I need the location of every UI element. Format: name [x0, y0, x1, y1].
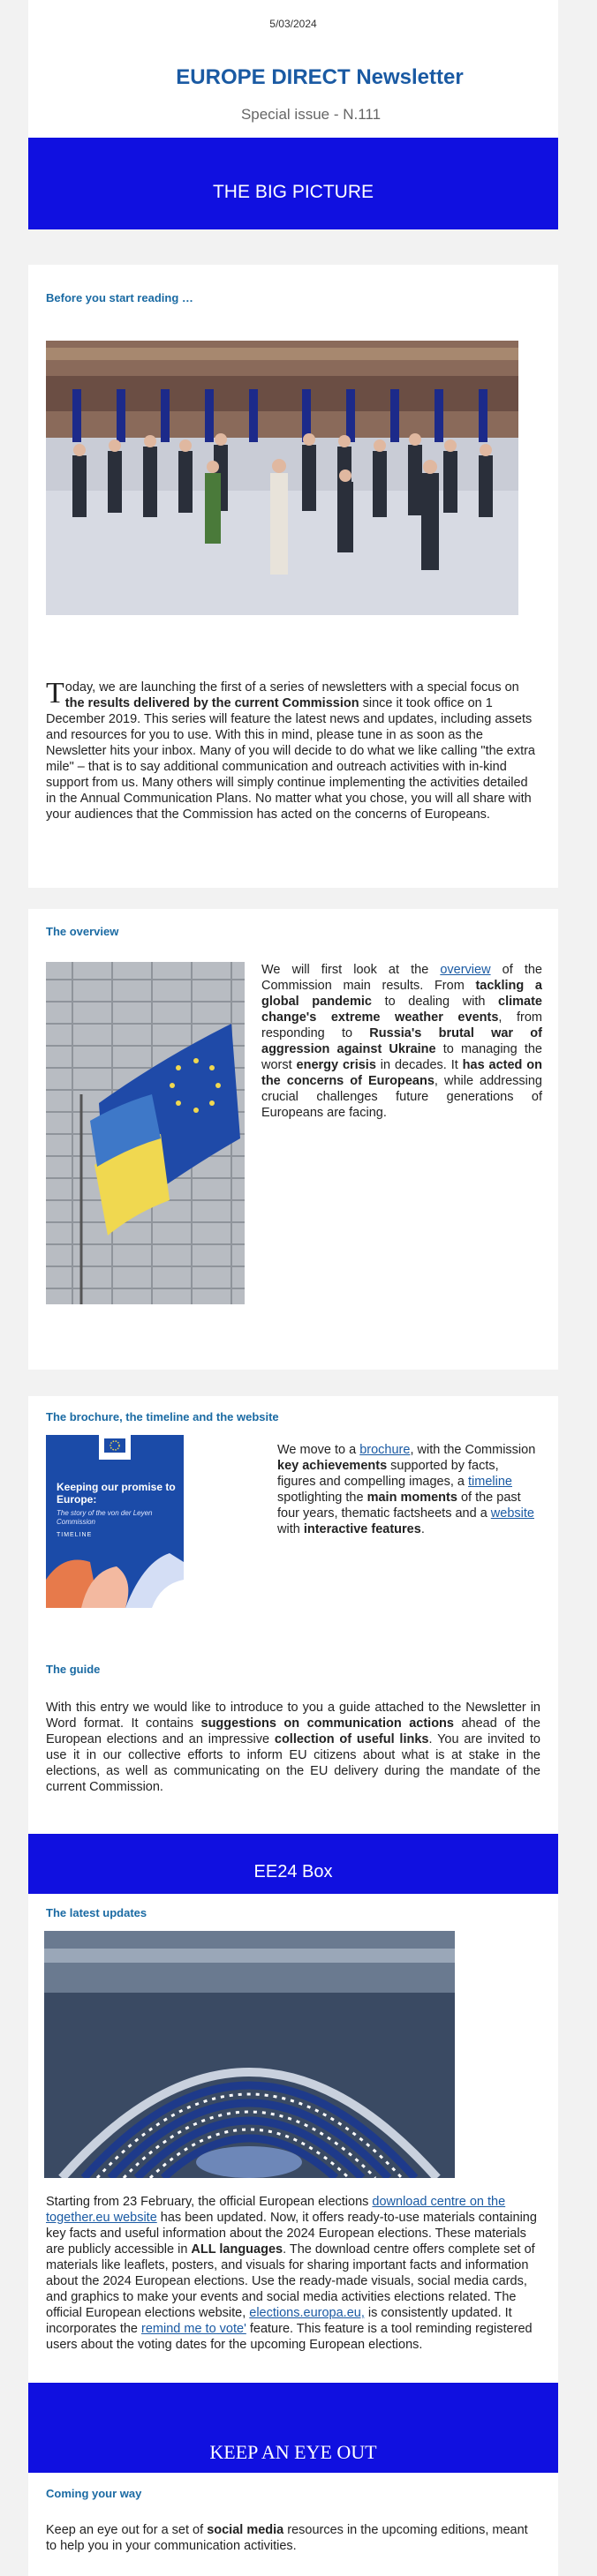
brochure-cover-art — [46, 1544, 184, 1608]
latest-updates-text: Starting from 23 February, the official European elections download centre on the together.eu website has been updated. Now, it offers ready-to-use materials containing key facts and useful information about the 2024 European elections. These materials are publicly accessible in ALL languages. The download centre offers complete set of materials like leaflets, posters, and visuals for sharing important facts and information about the 2024 European elections. Use the ready-made visuals, social media cards, and graphics to make your events and social media activities elections related. The official European elections website, elections.europa.eu, is consistently updated. It incorporates the remind me to vote' feature. This feature is a tool reminding registered users about the voting dates for the upcoming European elections. — [46, 2195, 537, 2352]
newsletter-header — [28, 0, 558, 138]
website-link[interactable]: website — [490, 1506, 534, 1521]
issue-subtitle: Special issue - N.111 — [240, 106, 382, 123]
coming-your-way-title: Coming your way — [46, 2487, 142, 2500]
overview-text: We will first look at the overview of the Commission main results. From tackling a global pandemic to dealing with climate change's extreme weather events, from responding to Russia's brutal war of aggression against Ukraine to managing the worst energy crisis in decades. It has acted on the concerns of Europeans, while addressing crucial challenges future generations of Europeans are facing. — [261, 963, 543, 1120]
overview-section-title: The overview — [46, 925, 119, 938]
latest-updates-title: The latest updates — [46, 1906, 147, 1919]
brochure-section — [28, 1396, 558, 1627]
brochure-section-title: The brochure, the timeline and the website — [46, 1410, 279, 1423]
newsletter-title: EUROPE DIRECT Newsletter — [176, 65, 464, 89]
elections-website-link[interactable]: elections.europa.eu, — [249, 2306, 365, 2320]
brochure-cover-subtitle: The story of the von der Leyen Commission — [57, 1509, 153, 1526]
commission-group-photo — [46, 341, 518, 615]
coming-your-way-text: Keep an eye out for a set of social media resources in the upcoming editions, meant to help you in your communication activities. — [46, 2523, 528, 2553]
brochure-cover[interactable] — [46, 1435, 184, 1608]
guide-text: With this entry we would like to introduce to you a guide attached to the Newsletter in Word format. It contains suggestions on communication actions ahead of the European elections and an impressive collection of useful links. You are invited to use it in our collective efforts to inform EU citizens about what is at stake in the elections, as well as communicating on the EU delivery during the mandate of the current Commission. — [46, 1701, 540, 1794]
issue-date: 5/03/2024 — [269, 18, 317, 30]
big-picture-banner — [28, 138, 558, 229]
ee24-banner — [28, 1834, 558, 1894]
brochure-text: We move to a brochure, with the Commission key achievements supported by facts, figures and compelling images, a timeline spotlighting the main moments of the past four years, thematic factsheets and a website with interactive features. — [277, 1443, 536, 1536]
latest-updates-section — [28, 1894, 558, 2383]
coming-your-way-section — [28, 2473, 558, 2576]
brochure-cover-title: Keeping our promise to Europe: — [57, 1481, 176, 1506]
intro-section — [28, 265, 558, 888]
intro-dropcap: T — [46, 677, 64, 710]
eu-ukraine-flag-photo — [46, 962, 245, 1304]
intro-section-title: Before you start reading … — [46, 291, 193, 304]
keep-eye-banner — [28, 2383, 558, 2473]
intro-text: Today, we are launching the first of a series of newsletters with a special focus on the results delivered by the current Commission since it took office on 1 December 2019. This series will feature the latest news and updates, including assets and resources for you to use. With this in mind, please tune in as soon as the Newsletter hits your inbox. Many of you will decide to do what we like calling "the extra mile" – that is to say additional communication and outreach activities with in-kind support from us. Many others will simply continue implementing the activities detailed in the Annual Communication Plans. No matter what you chose, you will all share with your audiences that the Commission has acted on the concerns of Europeans. — [46, 677, 535, 822]
guide-section — [28, 1627, 558, 1834]
overview-section — [28, 909, 558, 1370]
guide-section-title: The guide — [46, 1663, 101, 1676]
keep-eye-heading: KEEP AN EYE OUT — [209, 2441, 377, 2463]
brochure-eu-logo — [99, 1435, 131, 1460]
big-picture-heading: THE BIG PICTURE — [212, 182, 374, 202]
newsletter-page — [28, 0, 558, 2576]
download-centre-link[interactable]: download centre on the together.eu website — [46, 2195, 506, 2225]
remind-me-link[interactable]: remind me to vote' — [141, 2322, 246, 2336]
brochure-link[interactable]: brochure — [359, 1443, 411, 1457]
brochure-cover-tag: TIMELINE — [57, 1532, 93, 1538]
timeline-link[interactable]: timeline — [468, 1475, 512, 1489]
ee24-heading: EE24 Box — [253, 1862, 333, 1881]
overview-link[interactable]: overview — [440, 963, 491, 977]
parliament-hemicycle-photo — [44, 1931, 455, 2178]
